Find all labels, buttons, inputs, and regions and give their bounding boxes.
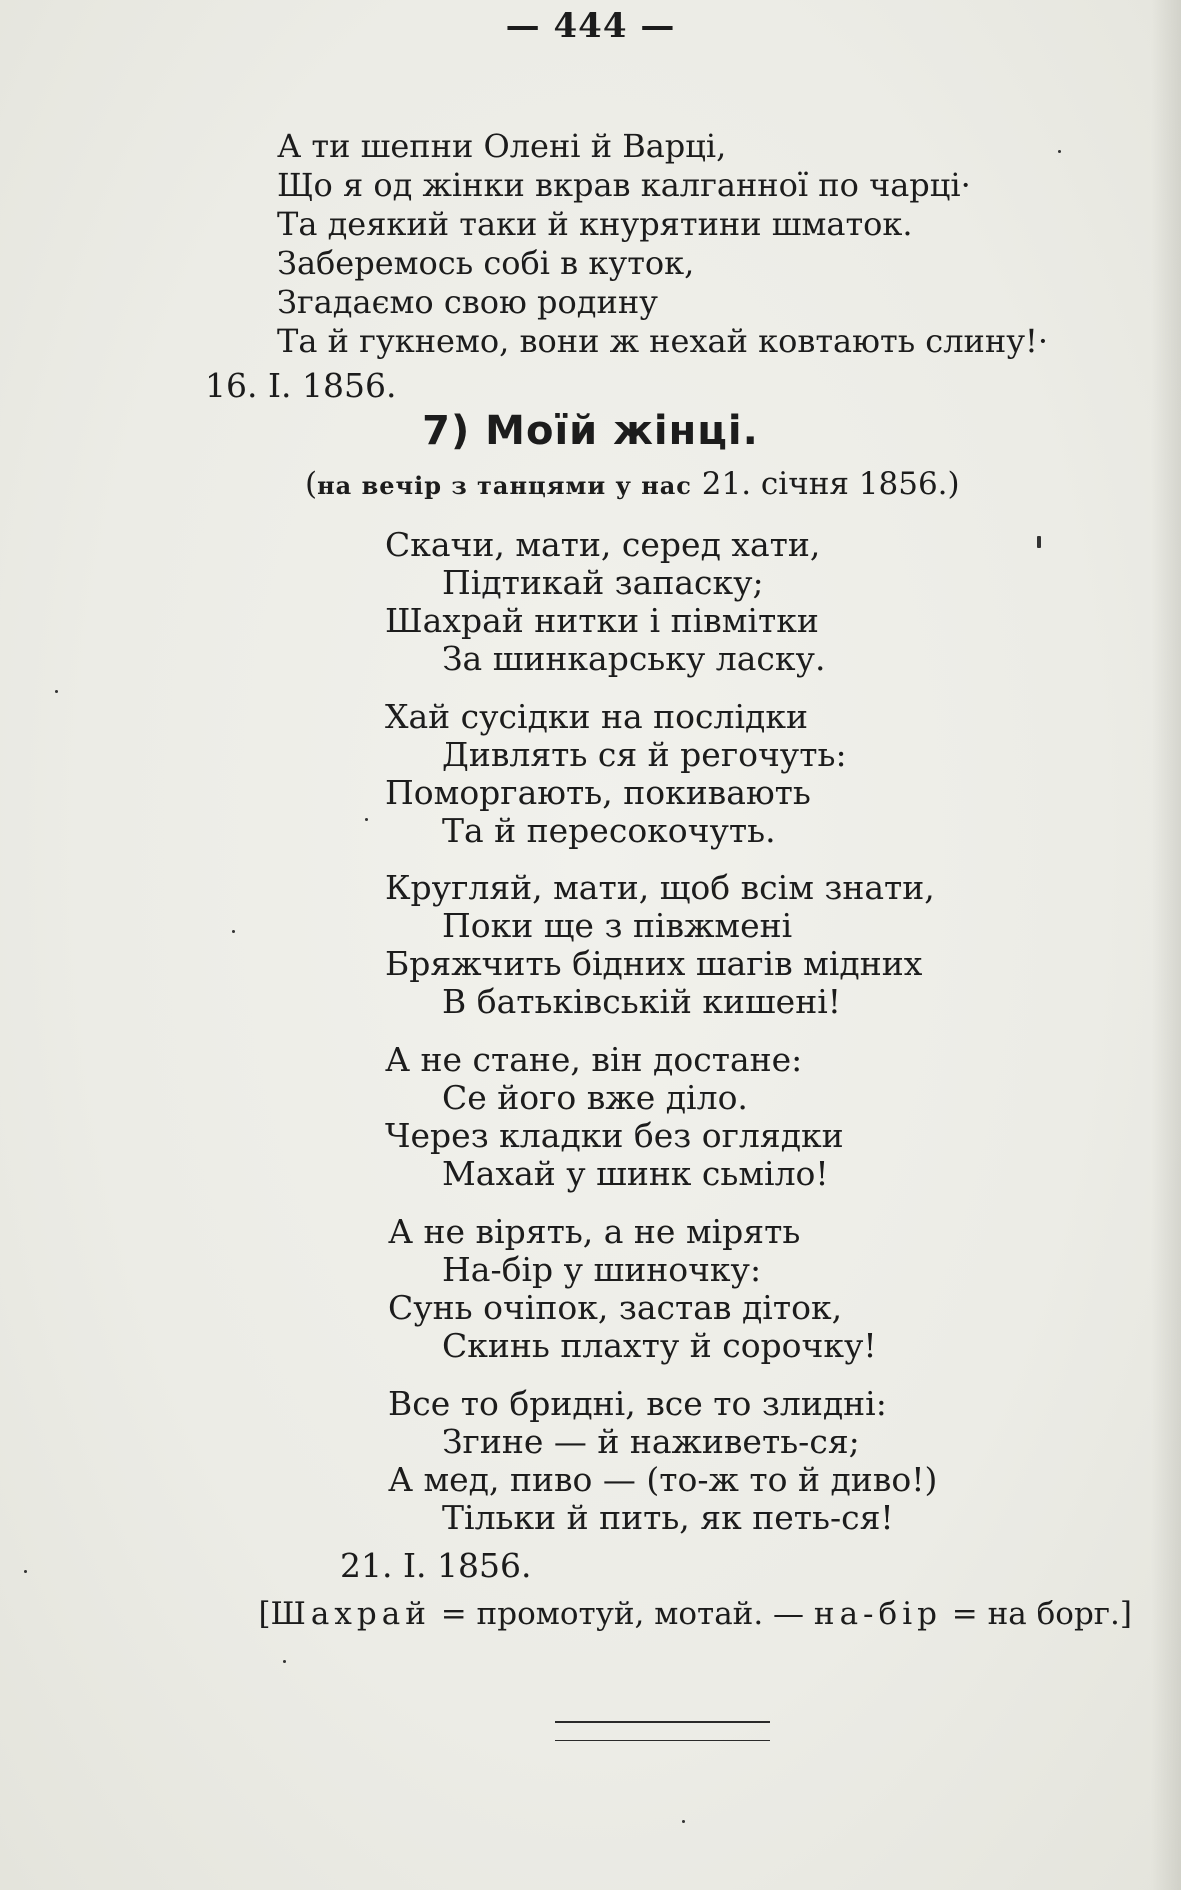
poem-line: Скачи, мати, серед хати, xyxy=(385,525,821,564)
print-speck xyxy=(283,1660,286,1663)
poem-title: 7) Моїй жінці. xyxy=(422,408,759,454)
poem-line: Се його вже діло. xyxy=(442,1078,748,1117)
poem-line: Та й гукнемо, вони ж нехай ковтають слину!· xyxy=(277,322,1049,360)
poem-line: Скинь плахту й сорочку! xyxy=(442,1326,877,1365)
subtitle-date: 21. січня 1856.) xyxy=(691,466,960,502)
print-speck xyxy=(24,1570,27,1573)
poem-subtitle xyxy=(305,466,960,502)
poem-line: Згадаємо свою родину xyxy=(277,283,658,321)
footnote-term: Шахрай xyxy=(270,1596,431,1632)
poem-line: Сунь очіпок, застав діток, xyxy=(388,1288,843,1327)
poem-line: Тільки й пить, як петь-ся! xyxy=(442,1498,894,1537)
poem-line: Підтикай запаску; xyxy=(442,563,764,602)
poem-line: Згине — й наживеть-ся; xyxy=(442,1422,860,1461)
poem-line: Заберемось собі в куток, xyxy=(277,244,695,282)
poem-line: А мед, пиво — (то-ж то й диво!) xyxy=(388,1460,938,1499)
print-speck xyxy=(1037,536,1041,548)
poem-line: Що я од жінки вкрав калганної по чарці· xyxy=(277,166,971,204)
poem-line: Та деякий таки й кнурятини шматок. xyxy=(277,205,913,243)
poem-line: Бряжчить бідних шагів мідних xyxy=(385,944,923,983)
footnote-open-bracket: [ xyxy=(258,1596,271,1632)
previous-poem-date: 16. І. 1856. xyxy=(205,366,397,405)
print-speck xyxy=(1058,150,1061,153)
poem-line: Кругляй, мати, щоб всім знати, xyxy=(385,868,935,907)
divider-rule xyxy=(555,1740,770,1741)
poem-date: 21. І. 1856. xyxy=(340,1546,532,1585)
poem-line: На-бір у шиночку: xyxy=(442,1250,762,1289)
footnote-term: на-бір xyxy=(813,1596,942,1632)
poem-line: Все то бридні, все то злидні: xyxy=(388,1384,887,1423)
poem-line: Та й пересокочуть. xyxy=(442,811,776,850)
poem-line: Через кладки без оглядки xyxy=(385,1116,844,1155)
poem-line: Хай сусідки на послідки xyxy=(385,697,808,736)
subtitle-open-paren: ( xyxy=(305,466,318,502)
poem-line: Шахрай нитки і півмітки xyxy=(385,601,819,640)
poem-line: Поморгають, покивають xyxy=(385,773,811,812)
poem-line: Дивлять ся й регочуть: xyxy=(442,735,847,774)
poem-line: А не стане, він достане: xyxy=(385,1040,803,1079)
poem-line: За шинкарську ласку. xyxy=(442,639,826,678)
print-speck xyxy=(682,1820,685,1823)
print-speck xyxy=(232,930,235,933)
footnote-definition: = промотуй, мотай. — xyxy=(430,1596,814,1632)
subtitle-smallcaps: на вечір з танцями у нас xyxy=(317,471,692,500)
print-speck xyxy=(55,690,58,693)
poem-line: Махай у шинк сьміло! xyxy=(442,1154,829,1193)
poem-line: Поки ще з півжмені xyxy=(442,906,793,945)
poem-line: А не вірять, а не мірять xyxy=(388,1212,801,1251)
page-number: — 444 — xyxy=(505,6,676,46)
divider-rule xyxy=(555,1721,770,1723)
poem-line: А ти шепни Олені й Варці, xyxy=(277,127,727,165)
footnote xyxy=(258,1596,1132,1632)
print-speck xyxy=(365,818,368,821)
page-edge-shadow xyxy=(1151,0,1181,1890)
poem-line: В батьківській кишені! xyxy=(442,982,842,1021)
footnote-definition: = на борг.] xyxy=(941,1596,1132,1632)
